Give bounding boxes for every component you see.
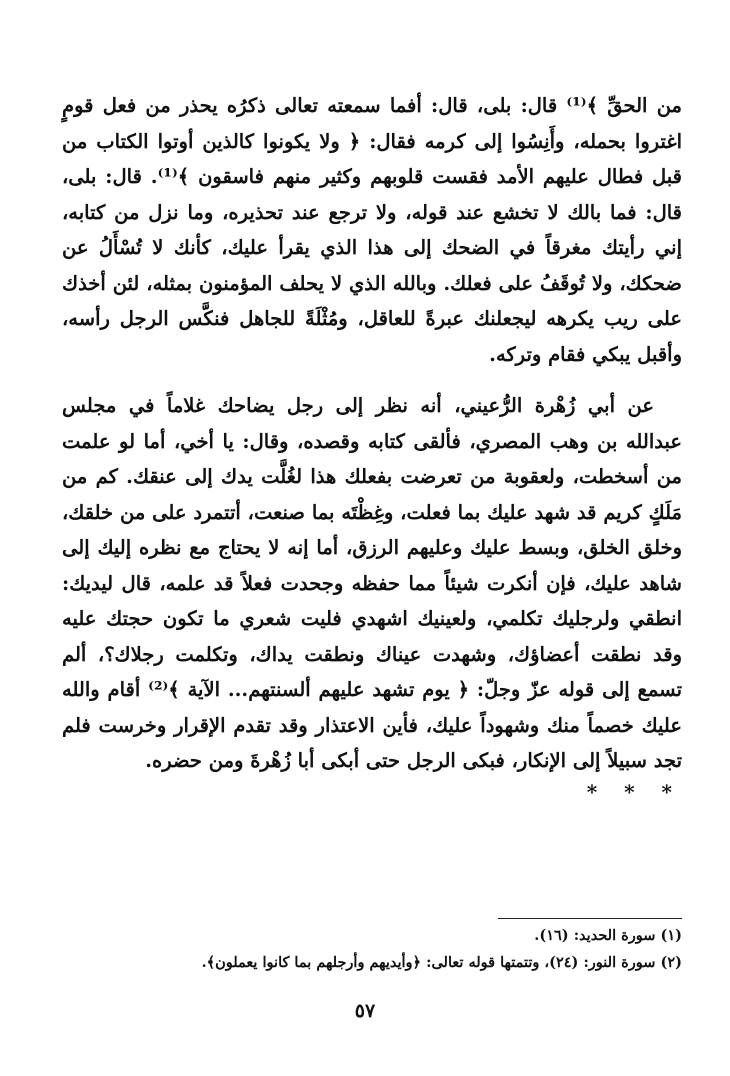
section-separator: * * * xyxy=(586,779,682,804)
footnote-1: (١) سورة الحديد: (١٦). xyxy=(534,927,682,944)
footnote-2: (٢) سورة النور: (٢٤)، وتتمتها قوله تعالى: ﴿وأيديهم وأرجلهم بما كانوا يعملون﴾. xyxy=(201,954,682,971)
paragraph-1: من الحقِّ ﴾⁽¹⁾ قال: بلى، قال: أفما سمعته تعالى ذكرُه يحذر من فعل قومٍ اغتروا بحمله، وأَنِسُوا إلى كرمه فقال: ﴿ ولا يكونوا كالذين أوتوا الكتاب من قبل فطال عليهم الأمد فقست قلوبهم وكثير منهم فاسقون ﴾⁽¹⁾. قال: بلى، قال: فما بالك لا تخشع عند قوله، ولا ترجع عند تحذيره، وما نزل من كتابه، إني رأيتك مغرقاً في الضحك إلى هذا الذي يقرأ عليك، كأنك لا تُسْأَلُ عن ضحكك، ولا تُوقَفُ على فعلك. وبالله الذي لا يحلف المؤمنون بمثله، لئن أخذك على ريب يكرهه ليجعلنك عبرةً للعاقل، ومُثْلَةً للجاهل فنكَّس الرجل رأسه، وأقبل يبكي فقام وتركه. xyxy=(62,94,683,366)
paragraph-2: عن أبي زُهْرة الرُّعيني، أنه نظر إلى رجل يضاحك غلاماً في مجلس عبدالله بن وهب المصري، فألقى كتابه وقصده، وقال: يا أخي، أما لو علمت من أسخطت، ولعقوبة من تعرضت بفعلك هذا لغُلَّت يدك إلى عنقك. كم من مَلَكٍ كريم قد شهد عليك بما فعلت، وغِظْتَه بما صنعت، أتتمرد على من خلقك، وخلق الخلق، وبسط عليك وعليهم الرزق، أما إنه لا يحتاج مع نظره إليك إلى شاهد عليك، فإن أنكرت شيئاً مما حفظه وجحدت فعلاً قد علمه، قال ليديك: انطقي ولرجليك تكلمي، ولعينيك اشهدي فليت شعري ما تكون حجتك عليه وقد نطقت أعضاؤك، وشهدت عيناك ونطقت يداك، وتكلمت رجلاك؟، ألم تسمع إلى قوله عزّ وجلّ: ﴿ يوم تشهد عليهم ألسنتهم... الآية ﴾⁽²⁾ أقام والله عليك خصماً منك وشهوداً عليك، فأين الاعتذار وقد تقدم الإقرار وخرست فلم تجد سبيلاً إلى الإنكار، فبكى الرجل حتى أبكى أبا زُهْرةَ ومن حضره. xyxy=(62,394,683,772)
footnote-rule xyxy=(498,918,682,919)
footnotes xyxy=(62,922,682,976)
main-text xyxy=(62,88,682,803)
page-number: ٥٧ xyxy=(354,1000,376,1022)
